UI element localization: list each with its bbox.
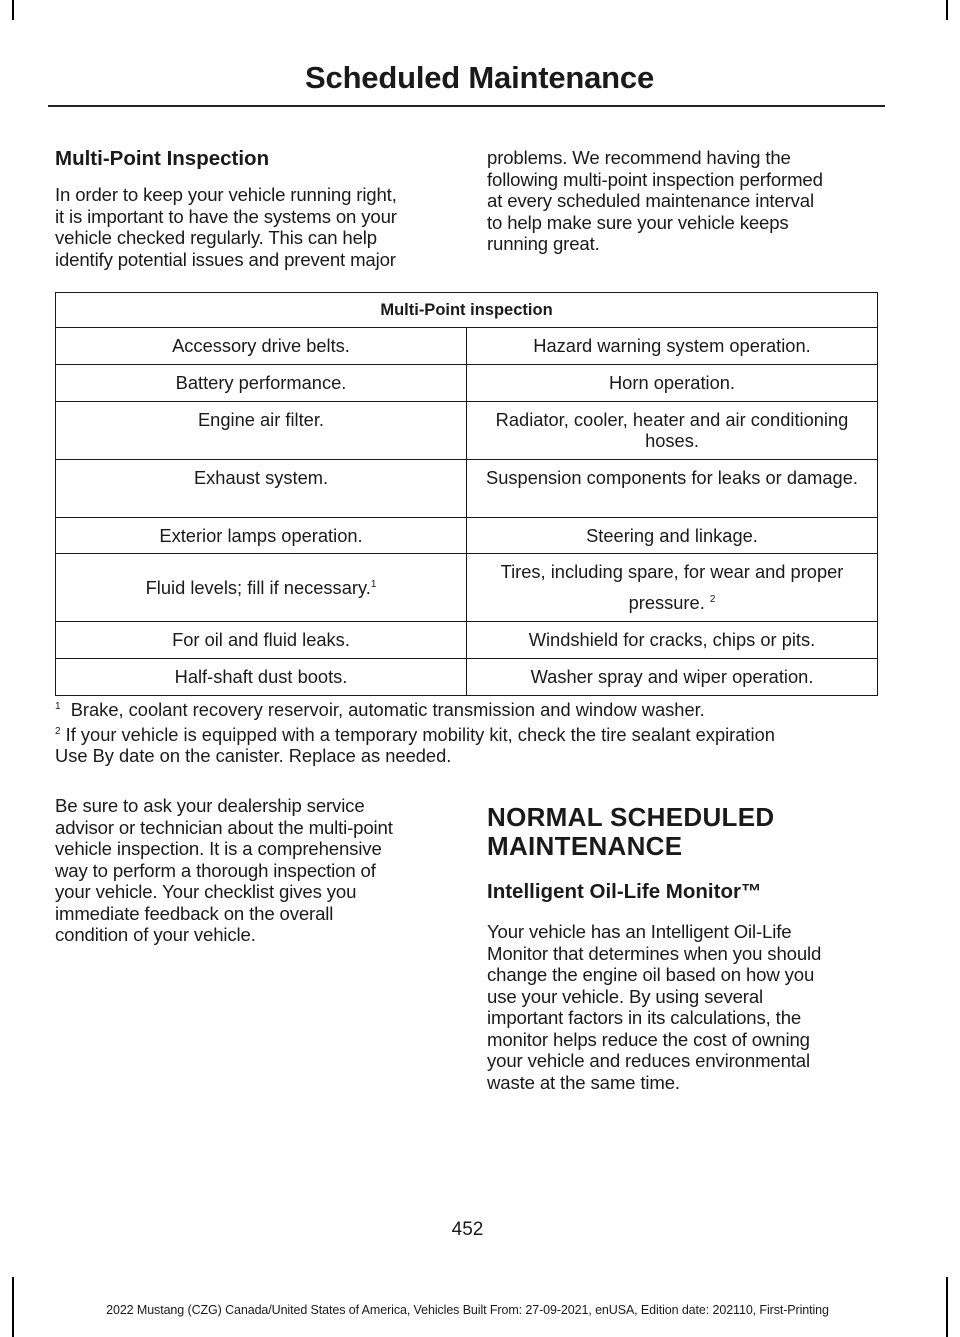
- heading-line: MAINTENANCE: [487, 831, 683, 861]
- table-cell: Radiator, cooler, heater and air conditioning hoses.: [467, 402, 878, 460]
- table-title: Multi-Point inspection: [56, 293, 878, 328]
- text-line: to help make sure your vehicle keeps: [487, 211, 789, 233]
- advice-paragraph: [55, 795, 455, 946]
- text-line: vehicle inspection. It is a comprehensive: [55, 838, 382, 859]
- intro-right-column: [487, 147, 887, 255]
- intro-left-column: [55, 147, 455, 270]
- text-line: condition of your vehicle.: [55, 924, 256, 945]
- text-line: it is important to have the systems on your: [55, 205, 397, 227]
- table-cell: [467, 554, 878, 622]
- text-line: problems. We recommend having the: [487, 147, 791, 168]
- table-cell: Suspension components for leaks or damage.: [467, 460, 878, 518]
- page-number: 452: [451, 1219, 484, 1240]
- text-line: at every scheduled maintenance interval: [487, 190, 814, 211]
- table-row: [56, 365, 878, 402]
- heading-line: NORMAL SCHEDULED: [487, 802, 775, 832]
- table-row: [56, 328, 878, 365]
- footnote-ref: 1: [370, 578, 377, 590]
- table-row: [56, 518, 878, 554]
- intro-paragraph-continued: [487, 147, 887, 255]
- section-heading: Multi-Point Inspection: [55, 147, 270, 170]
- major-heading: [487, 803, 887, 861]
- text-line: immediate feedback on the overall: [55, 902, 334, 924]
- text-line: vehicle checked regularly. This can help: [55, 227, 377, 248]
- advice-column: [55, 795, 455, 946]
- page-title: Scheduled Maintenance: [305, 60, 654, 95]
- header-rule: [48, 105, 885, 107]
- table-row: [56, 554, 878, 622]
- text-line: your vehicle. Your checklist gives you: [55, 881, 357, 902]
- table-cell: Washer spray and wiper operation.: [467, 659, 878, 696]
- text-line: waste at the same time.: [487, 1071, 680, 1093]
- text-line: Be sure to ask your dealership service: [55, 795, 365, 816]
- text-line: identify potential issues and prevent major: [55, 248, 396, 270]
- table-cell: Horn operation.: [467, 365, 878, 402]
- table-cell: Battery performance.: [56, 365, 467, 402]
- footnote-text: Use By date on the canister. Replace as needed.: [55, 745, 452, 766]
- text-line: change the engine oil based on how you: [487, 964, 815, 985]
- table-cell: Engine air filter.: [56, 402, 467, 460]
- text-line: monitor helps reduce the cost of owning: [487, 1028, 810, 1050]
- page-footer: 2022 Mustang (CZG) Canada/United States of America, Vehicles Built From: 27-09-2021, enUSA, Edition date: 202110, First-Printing: [106, 1303, 829, 1317]
- text-line: Monitor that determines when you should: [487, 942, 822, 964]
- normal-maintenance-column: [487, 803, 887, 1093]
- text-line: use your vehicle. By using several: [487, 985, 764, 1007]
- footnote-text: If your vehicle is equipped with a temporary mobility kit, check the tire sealant expiration: [65, 724, 775, 745]
- crop-mark: [946, 1277, 948, 1337]
- multi-point-inspection-table: [55, 292, 878, 696]
- footnote-mark: 2: [55, 725, 61, 737]
- cell-text: Tires, including spare, for wear and proper: [500, 561, 844, 582]
- table-cell: Half-shaft dust boots.: [56, 659, 467, 696]
- footnote: [55, 724, 885, 766]
- footnote-text: Brake, coolant recovery reservoir, automatic transmission and window washer.: [70, 699, 705, 720]
- cell-text: Fluid levels; fill if necessary.: [145, 577, 371, 598]
- table-row: [56, 460, 878, 518]
- text-line: way to perform a thorough inspection of: [55, 859, 376, 881]
- table-row: [56, 402, 878, 460]
- text-line: important factors in its calculations, the: [487, 1007, 802, 1028]
- footnote-ref: 2: [709, 593, 716, 605]
- cell-text: pressure.: [628, 592, 705, 613]
- table-cell: Exterior lamps operation.: [56, 518, 467, 554]
- table-header-row: [56, 293, 878, 328]
- text-line: following multi-point inspection performed: [487, 168, 823, 190]
- text-line: your vehicle and reduces environmental: [487, 1050, 810, 1071]
- table-cell: For oil and fluid leaks.: [56, 622, 467, 659]
- text-line: running great.: [487, 233, 600, 254]
- table-cell: Accessory drive belts.: [56, 328, 467, 365]
- section-heading: Intelligent Oil-Life Monitor™: [487, 880, 762, 903]
- table-cell: Windshield for cracks, chips or pits.: [467, 622, 878, 659]
- oil-life-paragraph: [487, 921, 887, 1093]
- table-cell: Hazard warning system operation.: [467, 328, 878, 365]
- table-cell: Exhaust system.: [56, 460, 467, 518]
- text-line: advisor or technician about the multi-point: [55, 816, 393, 838]
- table-cell: Steering and linkage.: [467, 518, 878, 554]
- crop-mark: [946, 0, 948, 20]
- footnote: [55, 699, 885, 720]
- footnote-mark: 1: [55, 700, 61, 712]
- text-line: In order to keep your vehicle running right,: [55, 184, 397, 205]
- table-row: [56, 622, 878, 659]
- intro-paragraph: [55, 184, 455, 270]
- text-line: Your vehicle has an Intelligent Oil-Life: [487, 921, 792, 942]
- crop-mark: [12, 0, 14, 20]
- table-cell: [56, 554, 467, 622]
- table-row: [56, 659, 878, 696]
